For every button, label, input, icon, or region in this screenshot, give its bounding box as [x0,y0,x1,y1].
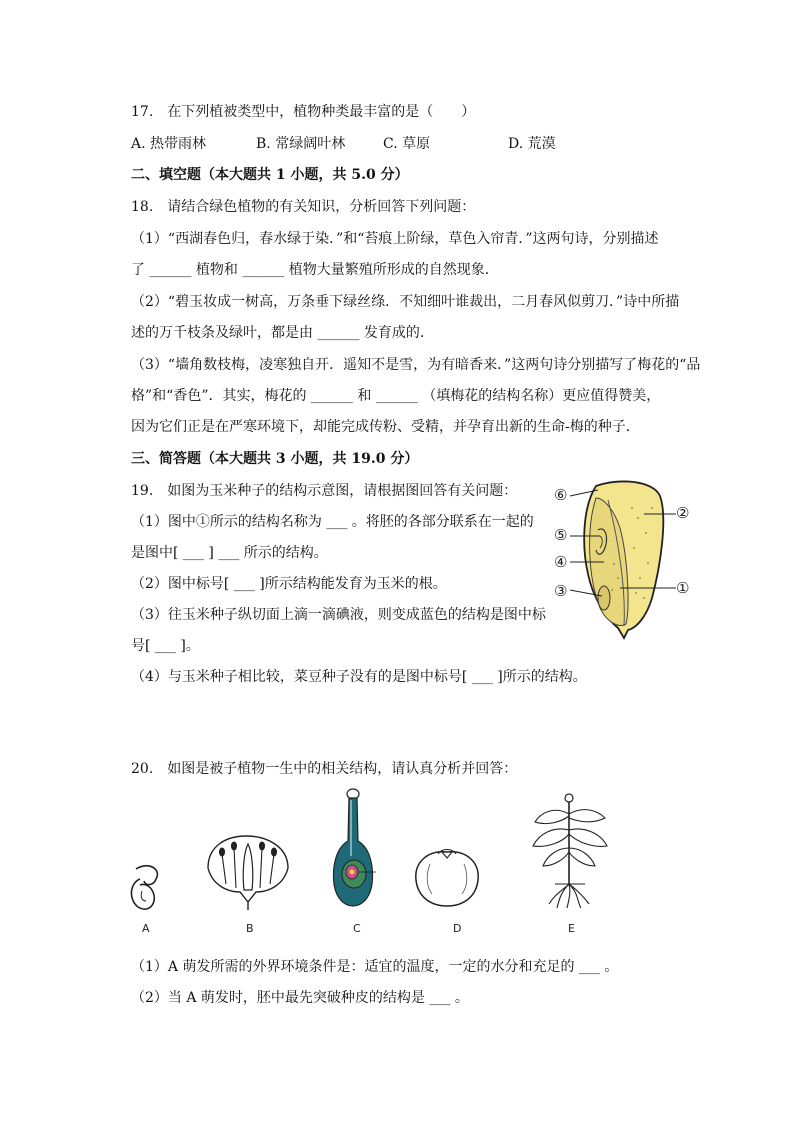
figure-a-seed [126,861,176,921]
q20-part1: （1）A 萌发所需的外界环境条件是：适宜的温度，一定的水分和充足的 ___ 。 [131,959,619,975]
q19-stem: 19. 如图为玉米种子的结构示意图，请根据图回答有关问题： [131,483,518,499]
figure-b-flower [204,832,294,912]
q17-option-c: C. 草原 [383,136,431,152]
figure-d-fruit [412,844,482,909]
q17-stem: 17. 在下列植被类型中，植物种类最丰富的是（ ） [131,104,476,120]
figure-label-c: C [353,922,361,935]
q18-part3-line2: 格”和“香色”．其实，梅花的 ______ 和 ______ （填梅花的结构名称）更应值得赞美， [131,388,661,404]
corn-seed-figure [548,478,708,644]
seed-label-6: ⑥ [554,486,568,504]
q20-part2: （2）当 A 萌发时，胚中最先突破种皮的结构是 ___ 。 [131,990,469,1006]
q20-stem: 20. 如图是被子植物一生中的相关结构，请认真分析并回答： [131,761,518,777]
section-3-heading: 三、简答题（本大题共 3 小题，共 19.0 分） [131,451,419,467]
q18-stem: 18. 请结合绿色植物的有关知识，分析回答下列问题： [131,199,476,215]
q19-part3-line2: 号[ ___ ]。 [131,638,200,654]
q17-option-b: B. 常绿阔叶林 [256,136,346,152]
figure-label-b: B [246,922,254,935]
figure-c-pistil [328,786,378,911]
q17-option-a: A. 热带雨林 [131,136,207,152]
q19-part1-line1: （1）图中①所示的结构名称为 ___ 。将胚的各部分联系在一起的 [131,514,534,530]
corn-seed-drawing [548,478,708,644]
figure-e-plant [525,792,615,910]
q18-part2-line1: （2）“碧玉妆成一树高，万条垂下绿丝绦．不知细叶谁裁出，二月春风似剪刀．”诗中所描 [131,294,680,310]
q19-part3-line1: （3）往玉米种子纵切面上滴一滴碘液，则变成蓝色的结构是图中标 [131,607,546,623]
q18-part1-line1: （1）“西湖春色归，春水绿于染．”和“苔痕上阶绿，草色入帘青．”这两句诗，分别描述 [131,231,659,247]
figure-label-d: D [453,922,462,935]
seed-label-3: ③ [554,582,568,600]
seed-label-1: ① [676,579,690,597]
q19-part4: （4）与玉米种子相比较，菜豆种子没有的是图中标号[ ___ ]所示的结构。 [131,669,587,685]
figure-label-a: A [142,922,150,935]
q17-option-d: D. 荒漠 [508,136,556,152]
q18-part3-line1: （3）“墙角数枝梅，凌寒独自开．遥知不是雪，为有暗香来．”这两句诗分别描写了梅花的“品 [131,357,701,373]
seed-label-5: ⑤ [554,526,568,544]
q18-part3-line3: 因为它们正是在严寒环境下，却能完成传粉、受精，并孕育出新的生命-梅的种子． [131,419,640,435]
q18-part1-line2: 了 ______ 植物和 ______ 植物大量繁殖所形成的自然现象． [131,262,499,278]
section-2-heading: 二、填空题（本大题共 1 小题，共 5.0 分） [131,167,409,183]
q19-part1-line2: 是图中[ ___ ] ___ 所示的结构。 [131,545,328,561]
q17-options [131,134,631,154]
figure-label-e: E [568,922,575,935]
q18-part2-line2: 述的万千枝条及绿叶，都是由 ______ 发育成的． [131,325,434,341]
seed-label-2: ② [676,504,690,522]
q19-part2: （2）图中标号[ ___ ]所示结构能发育为玉米的根。 [131,576,447,592]
angiosperm-figure [120,786,620,936]
seed-label-4: ④ [554,553,568,571]
